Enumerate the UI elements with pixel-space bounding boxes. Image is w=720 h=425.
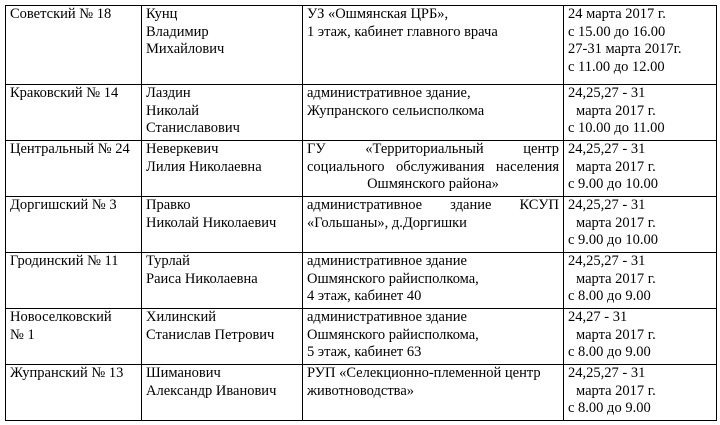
district-text: Доргишский № 3 — [10, 197, 117, 213]
time-line: с 15.00 до 16.00 — [568, 23, 666, 40]
name-cell — [142, 6, 303, 85]
district-cell — [6, 253, 142, 309]
name-line: Станиславович — [146, 120, 240, 136]
place-line: «Гольшаны», д.Доргишки — [307, 214, 467, 231]
time-line: с 10.00 до 11.00 — [568, 120, 665, 136]
time-line: с 8.00 до 9.00 — [568, 400, 651, 416]
time-line: 24,25,27 - 31 — [568, 365, 646, 381]
place-cell — [303, 197, 564, 253]
schedule-body — [6, 6, 717, 421]
name-line: Лилия Николаевна — [146, 158, 262, 175]
time-line: 24 марта 2017 г. — [568, 6, 666, 22]
place-line: Ошмянского райисполкома, — [307, 326, 479, 343]
table-row — [6, 197, 717, 253]
name-line: Хилинский — [146, 309, 216, 325]
district-cell — [6, 197, 142, 253]
name-line: Николай — [146, 102, 200, 119]
table-row — [6, 253, 717, 309]
time-line: марта 2017 г. — [576, 102, 656, 119]
time-line: марта 2017 г. — [576, 382, 656, 399]
time-line: 24,25,27 - 31 — [568, 141, 646, 157]
table-row — [6, 85, 717, 141]
table-row — [6, 6, 717, 85]
time-line: с 11.00 до 12.00 — [568, 58, 665, 75]
name-line: Лаздин — [146, 85, 191, 101]
name-line: Правко — [146, 197, 191, 213]
place-line: социального обслуживания населения — [307, 158, 559, 175]
district-cell — [6, 309, 142, 365]
name-line: Николай Николаевич — [146, 214, 277, 231]
time-line: марта 2017 г. — [576, 270, 656, 287]
time-line: 24,25,27 - 31 — [568, 253, 646, 269]
time-line: с 8.00 до 9.00 — [568, 344, 651, 360]
name-line: Турлай — [146, 253, 190, 269]
name-cell — [142, 85, 303, 141]
name-line: Александр Иванович — [146, 382, 277, 399]
place-line: Ошмянского райисполкома, — [307, 270, 479, 287]
place-cell — [303, 309, 564, 365]
place-line: РУП «Селекционно-племенной центр — [307, 365, 541, 381]
district-text: Краковский № 14 — [10, 85, 119, 101]
place-line: Жупранского сельисполкома — [307, 102, 485, 119]
name-line: Станислав Петрович — [146, 326, 275, 343]
district-cell — [6, 365, 142, 421]
time-line: 24,27 - 31 — [568, 309, 628, 325]
time-cell — [564, 309, 717, 365]
time-line: 27-31 марта 2017г. — [568, 41, 682, 57]
name-cell — [142, 197, 303, 253]
time-line: с 8.00 до 9.00 — [568, 288, 651, 304]
time-cell — [564, 85, 717, 141]
time-line: марта 2017 г. — [576, 158, 656, 175]
name-line: Михайлович — [146, 41, 225, 57]
place-cell — [303, 365, 564, 421]
place-line: 5 этаж, кабинет 63 — [307, 344, 422, 360]
place-line: ГУ «Территориальный центр — [307, 141, 559, 157]
table-row — [6, 141, 717, 197]
time-line: марта 2017 г. — [576, 214, 656, 231]
time-cell — [564, 253, 717, 309]
district-text: Советский № 18 — [10, 6, 112, 22]
schedule-table — [5, 5, 717, 421]
place-line: административное здание — [307, 253, 467, 269]
place-cell — [303, 141, 564, 197]
place-cell — [303, 253, 564, 309]
place-line: 4 этаж, кабинет 40 — [307, 288, 422, 304]
time-line: 24,25,27 - 31 — [568, 197, 646, 213]
time-cell — [564, 365, 717, 421]
district-text: Жупранский № 13 — [10, 365, 124, 381]
name-line: Неверкевич — [146, 141, 219, 157]
name-cell — [142, 365, 303, 421]
name-cell — [142, 141, 303, 197]
name-cell — [142, 309, 303, 365]
time-line: с 9.00 до 10.00 — [568, 176, 658, 192]
place-line: административное здание — [307, 309, 467, 325]
district-text: Гродинский № 11 — [10, 253, 119, 269]
place-line: административное здание КСУП — [307, 197, 559, 213]
district-text: № 1 — [10, 326, 35, 343]
time-line: марта 2017 г. — [576, 326, 656, 343]
place-line: 1 этаж, кабинет главного врача — [307, 23, 498, 40]
time-cell — [564, 197, 717, 253]
district-cell — [6, 6, 142, 85]
name-cell — [142, 253, 303, 309]
place-line: административное здание, — [307, 85, 471, 101]
place-line: Ошмянского района» — [367, 176, 499, 192]
time-line: с 9.00 до 10.00 — [568, 232, 658, 248]
time-line: 24,25,27 - 31 — [568, 85, 646, 101]
table-row — [6, 365, 717, 421]
district-text: Новоселковский — [10, 309, 112, 325]
time-cell — [564, 141, 717, 197]
name-line: Кунц — [146, 6, 178, 22]
place-cell — [303, 6, 564, 85]
place-line: УЗ «Ошмянская ЦРБ», — [307, 6, 449, 22]
place-cell — [303, 85, 564, 141]
time-cell — [564, 6, 717, 85]
district-text: Центральный № 24 — [10, 141, 130, 157]
place-line: животноводства» — [307, 382, 415, 399]
district-cell — [6, 141, 142, 197]
name-line: Раиса Николаевна — [146, 270, 258, 287]
name-line: Шиманович — [146, 365, 221, 381]
name-line: Владимир — [146, 23, 209, 40]
district-cell — [6, 85, 142, 141]
table-row — [6, 309, 717, 365]
